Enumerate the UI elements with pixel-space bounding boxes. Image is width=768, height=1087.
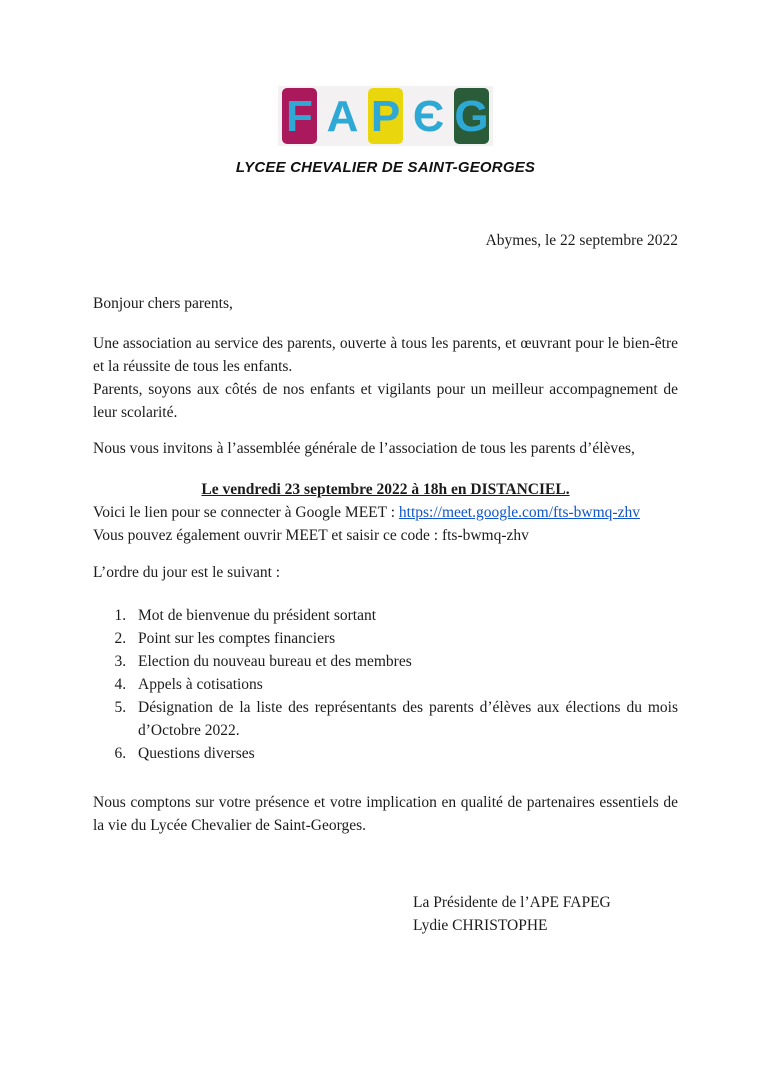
meet-link-prefix: Voici le lien pour se connecter à Google MEET : — [93, 504, 399, 521]
fapeg-logo — [278, 86, 493, 146]
logo-letter-a: A — [326, 91, 359, 141]
meeting-heading: Le vendredi 23 septembre 2022 à 18h en DISTANCIEL. — [201, 481, 570, 498]
logo-letter-g: G — [454, 88, 489, 144]
agenda-item: 1. Mot de bienvenue du président sortant — [130, 604, 678, 627]
google-meet-link[interactable]: https://meet.google.com/fts-bwmq-zhv — [398, 504, 640, 521]
agenda-item: 4. Appels à cotisations — [130, 673, 678, 696]
greeting: Bonjour chers parents, — [93, 295, 233, 312]
agenda-item: 3. Election du nouveau bureau et des membres — [130, 650, 678, 673]
agenda-item: 6. Questions diverses — [130, 742, 678, 765]
logo-letter-f: F — [282, 88, 317, 144]
closing-paragraph: Nous comptons sur votre présence et votre implication en qualité de partenaires essentiels de la vie du Lycée Chevalier de Saint-Georges. — [93, 794, 678, 834]
agenda-item: 5. Désignation de la liste des représentants des parents d’élèves aux élections du mois d’Octobre 2022. — [130, 696, 678, 742]
agenda-list — [93, 604, 678, 765]
paragraph-association: Une association au service des parents, ouverte à tous les parents, et œuvrant pour le bien-être et la réussite de tous les enfants. — [93, 335, 678, 375]
invitation-line: Nous vous invitons à l’assemblée générale de l’association de tous les parents d’élèves, — [93, 440, 635, 457]
school-name: LYCEE CHEVALIER DE SAINT-GEORGES — [235, 159, 536, 176]
date-line: Abymes, le 22 septembre 2022 — [485, 232, 678, 249]
signature-title: La Présidente de l’APE FAPEG — [413, 894, 611, 911]
logo-letter-p: P — [368, 88, 403, 144]
meet-link-line — [93, 501, 678, 524]
signature-name: Lydie CHRISTOPHE — [413, 917, 548, 934]
logo-letter-e: Є — [412, 91, 445, 141]
agenda-intro: L’ordre du jour est le suivant : — [93, 564, 281, 581]
signature-block — [93, 891, 678, 937]
paragraph-parents: Parents, soyons aux côtés de nos enfants et vigilants pour un meilleur accompagnement de leur scolarité. — [93, 381, 678, 421]
agenda-item: 2. Point sur les comptes financiers — [130, 627, 678, 650]
meet-code-line: Vous pouvez également ouvrir MEET et saisir ce code : fts-bwmq-zhv — [93, 527, 529, 544]
